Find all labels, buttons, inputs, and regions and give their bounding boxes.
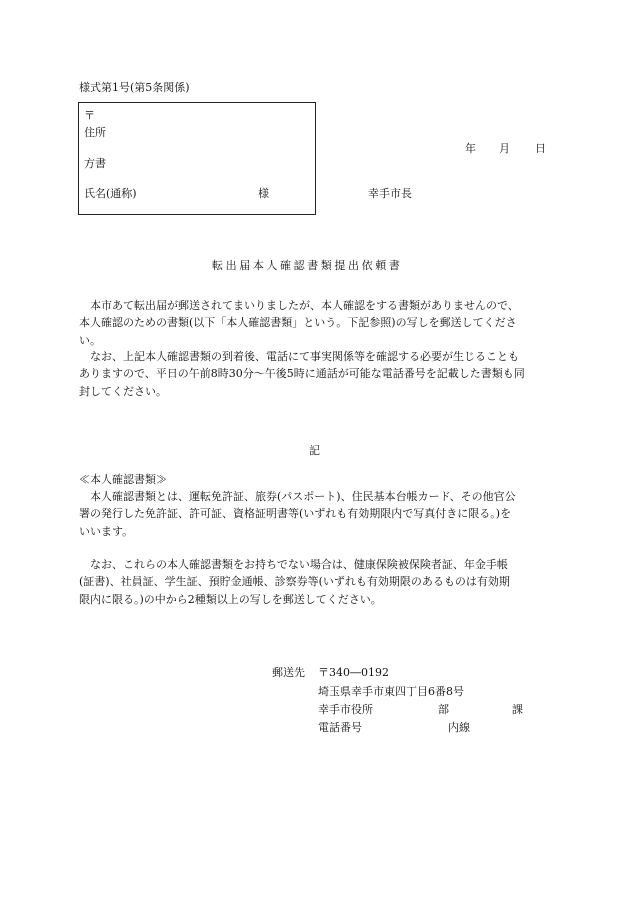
send-to-department-label: 部: [438, 703, 449, 716]
send-to-address: 埼玉県幸手市東四丁目6番8号: [318, 685, 464, 698]
paragraph-line: いいます。: [79, 524, 134, 538]
alternative-documents-paragraph: [79, 556, 551, 608]
katagaki-label: 方書: [84, 157, 106, 170]
send-to-section-label: 課: [512, 703, 523, 716]
ki-heading: 記: [309, 444, 320, 457]
document-title: 転出届本人確認書類提出依頼書: [212, 259, 403, 272]
honorific-label: 様: [258, 187, 269, 200]
date-month-label: 月: [499, 142, 510, 155]
paragraph-line: 封してください。: [79, 384, 167, 398]
send-to-phone-label: 電話番号: [318, 721, 362, 734]
id-documents-paragraph: [79, 488, 551, 540]
paragraph-line: 本市あて転出届が郵送されてまいりましたが、本人確認をする書類がありませんので、: [79, 299, 519, 312]
paragraph-line: 署の発行した免許証、許可証、資格証明書等(いずれも有効期限内で写真付きに限る。)を: [79, 507, 512, 521]
paragraph-line: ありますので、平日の午前8時30分～午後5時に通話が可能な電話番号を記載した書類も同: [79, 367, 525, 381]
sender-label: 幸手市長: [368, 187, 412, 200]
date-year-label: 年: [465, 142, 476, 155]
paragraph-line: 本人確認のための書類(以下「本人確認書類」という。下記参照)の写しを郵送してくださ: [79, 316, 517, 330]
date-day-label: 日: [535, 142, 546, 155]
paragraph-line: (証書)、社員証、学生証、預貯金通帳、診察券等(いずれも有効期限のあるものは有効期: [79, 575, 510, 589]
notice-paragraph: [79, 348, 551, 400]
send-to-postal-code: 〒340―0192: [318, 666, 389, 679]
paragraph-line: 本人確認書類とは、運転免許証、旅券(パスポート)、住民基本台帳カード、その他官公: [79, 490, 516, 503]
send-to-label: 郵送先: [272, 666, 305, 679]
postal-mark: 〒: [84, 109, 95, 122]
paragraph-line: なお、これらの本人確認書類をお持ちでない場合は、健康保険被保険者証、年金手帳: [79, 558, 508, 571]
form-number-label: 様式第1号(第5条関係): [79, 81, 190, 94]
paragraph-line: 限内に限る。)の中から2種類以上の写しを郵送してください。: [79, 592, 382, 606]
name-label: 氏名(通称): [84, 187, 137, 200]
paragraph-line: なお、上記本人確認書類の到着後、電話にて事実関係等を確認する必要が生じることも: [79, 350, 519, 363]
id-documents-heading: ≪本人確認書類≫: [79, 473, 167, 486]
intro-paragraph: [79, 297, 551, 349]
send-to-extension-label: 内線: [448, 721, 470, 734]
send-to-office: 幸手市役所: [318, 703, 373, 716]
paragraph-line: い。: [79, 333, 101, 347]
address-label: 住所: [84, 126, 106, 139]
